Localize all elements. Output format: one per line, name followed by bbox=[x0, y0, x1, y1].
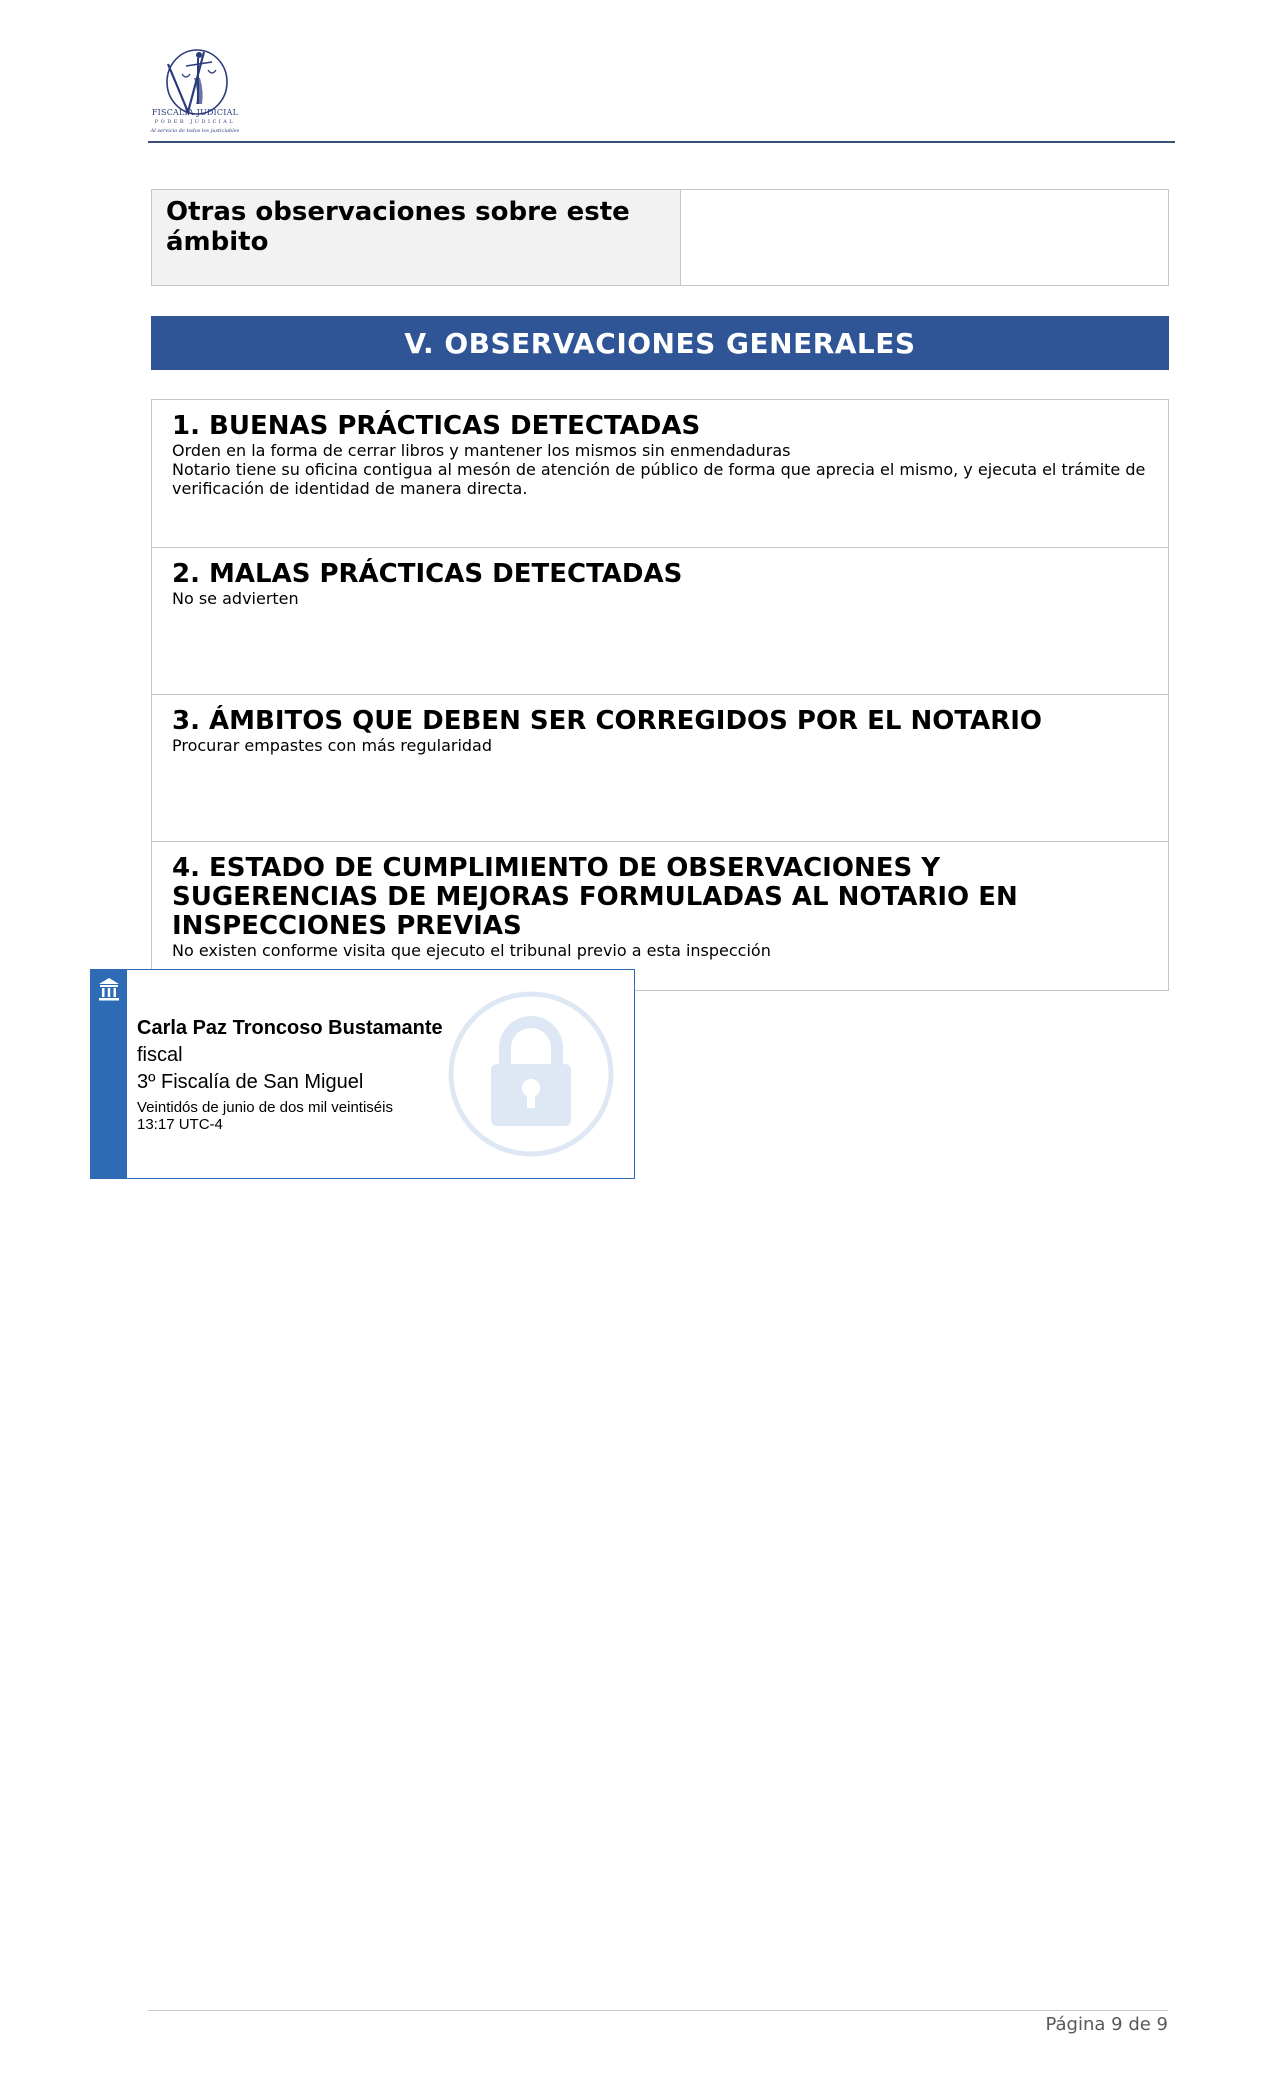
bad-practices-heading: 2. MALAS PRÁCTICAS DETECTADAS bbox=[172, 559, 683, 589]
bad-practices-block bbox=[152, 548, 1168, 695]
signature-side-bar bbox=[91, 970, 127, 1178]
areas-to-correct-heading: 3. ÁMBITOS QUE DEBEN SER CORREGIDOS POR EL NOTARIO bbox=[172, 706, 1043, 736]
signer-name: Carla Paz Troncoso Bustamante bbox=[137, 1017, 443, 1039]
areas-to-correct-block bbox=[152, 695, 1168, 842]
compliance-status-line: No existen conforme visita que ejecuto el tribunal previo a esta inspección bbox=[172, 941, 771, 960]
electronic-signature-stamp bbox=[90, 969, 635, 1179]
header-divider bbox=[148, 141, 1175, 143]
page-number: Página 9 de 9 bbox=[1045, 2014, 1168, 2035]
signature-date: Veintidós de junio de dos mil veintiséis bbox=[137, 1099, 393, 1116]
areas-to-correct-line: Procurar empastes con más regularidad bbox=[172, 736, 493, 755]
scales-of-justice-logo bbox=[158, 44, 236, 140]
general-observations-table bbox=[151, 399, 1169, 991]
institution-logo bbox=[158, 44, 236, 140]
good-practices-heading: 1. BUENAS PRÁCTICAS DETECTADAS bbox=[172, 411, 701, 441]
signer-office: 3º Fiscalía de San Miguel bbox=[137, 1071, 364, 1093]
good-practices-block bbox=[152, 400, 1168, 548]
logo-title: FISCALÍA JUDICIAL bbox=[151, 108, 239, 117]
section-title-banner: V. OBSERVACIONES GENERALES bbox=[151, 316, 1169, 370]
good-practices-line: Notario tiene su oficina contigua al mesón de atención de público de forma que aprecia el mismo, y ejecuta el trámite de verificación de identidad de manera directa. bbox=[172, 460, 1146, 498]
institution-icon bbox=[97, 976, 121, 1002]
other-observations-value bbox=[681, 190, 1168, 285]
signer-role: fiscal bbox=[137, 1044, 183, 1066]
other-observations-row bbox=[151, 189, 1169, 286]
good-practices-line: Orden en la forma de cerrar libros y mantener los mismos sin enmendaduras bbox=[172, 441, 791, 460]
footer-divider bbox=[148, 2010, 1168, 2011]
lock-icon bbox=[447, 990, 615, 1158]
compliance-status-block bbox=[152, 842, 1168, 990]
logo-tagline: Al servicio de todos los justiciables bbox=[150, 128, 240, 134]
signature-time: 13:17 UTC-4 bbox=[137, 1116, 223, 1133]
other-observations-label: Otras observaciones sobre este ámbito bbox=[152, 190, 681, 285]
logo-subtitle: PODER JUDICIAL bbox=[154, 119, 236, 125]
compliance-status-heading: 4. ESTADO DE CUMPLIMIENTO DE OBSERVACIONES Y SUGERENCIAS DE MEJORAS FORMULADAS AL NOTARIO EN INSPECCIONES PREVIAS bbox=[172, 853, 1018, 941]
bad-practices-line: No se advierten bbox=[172, 589, 299, 608]
